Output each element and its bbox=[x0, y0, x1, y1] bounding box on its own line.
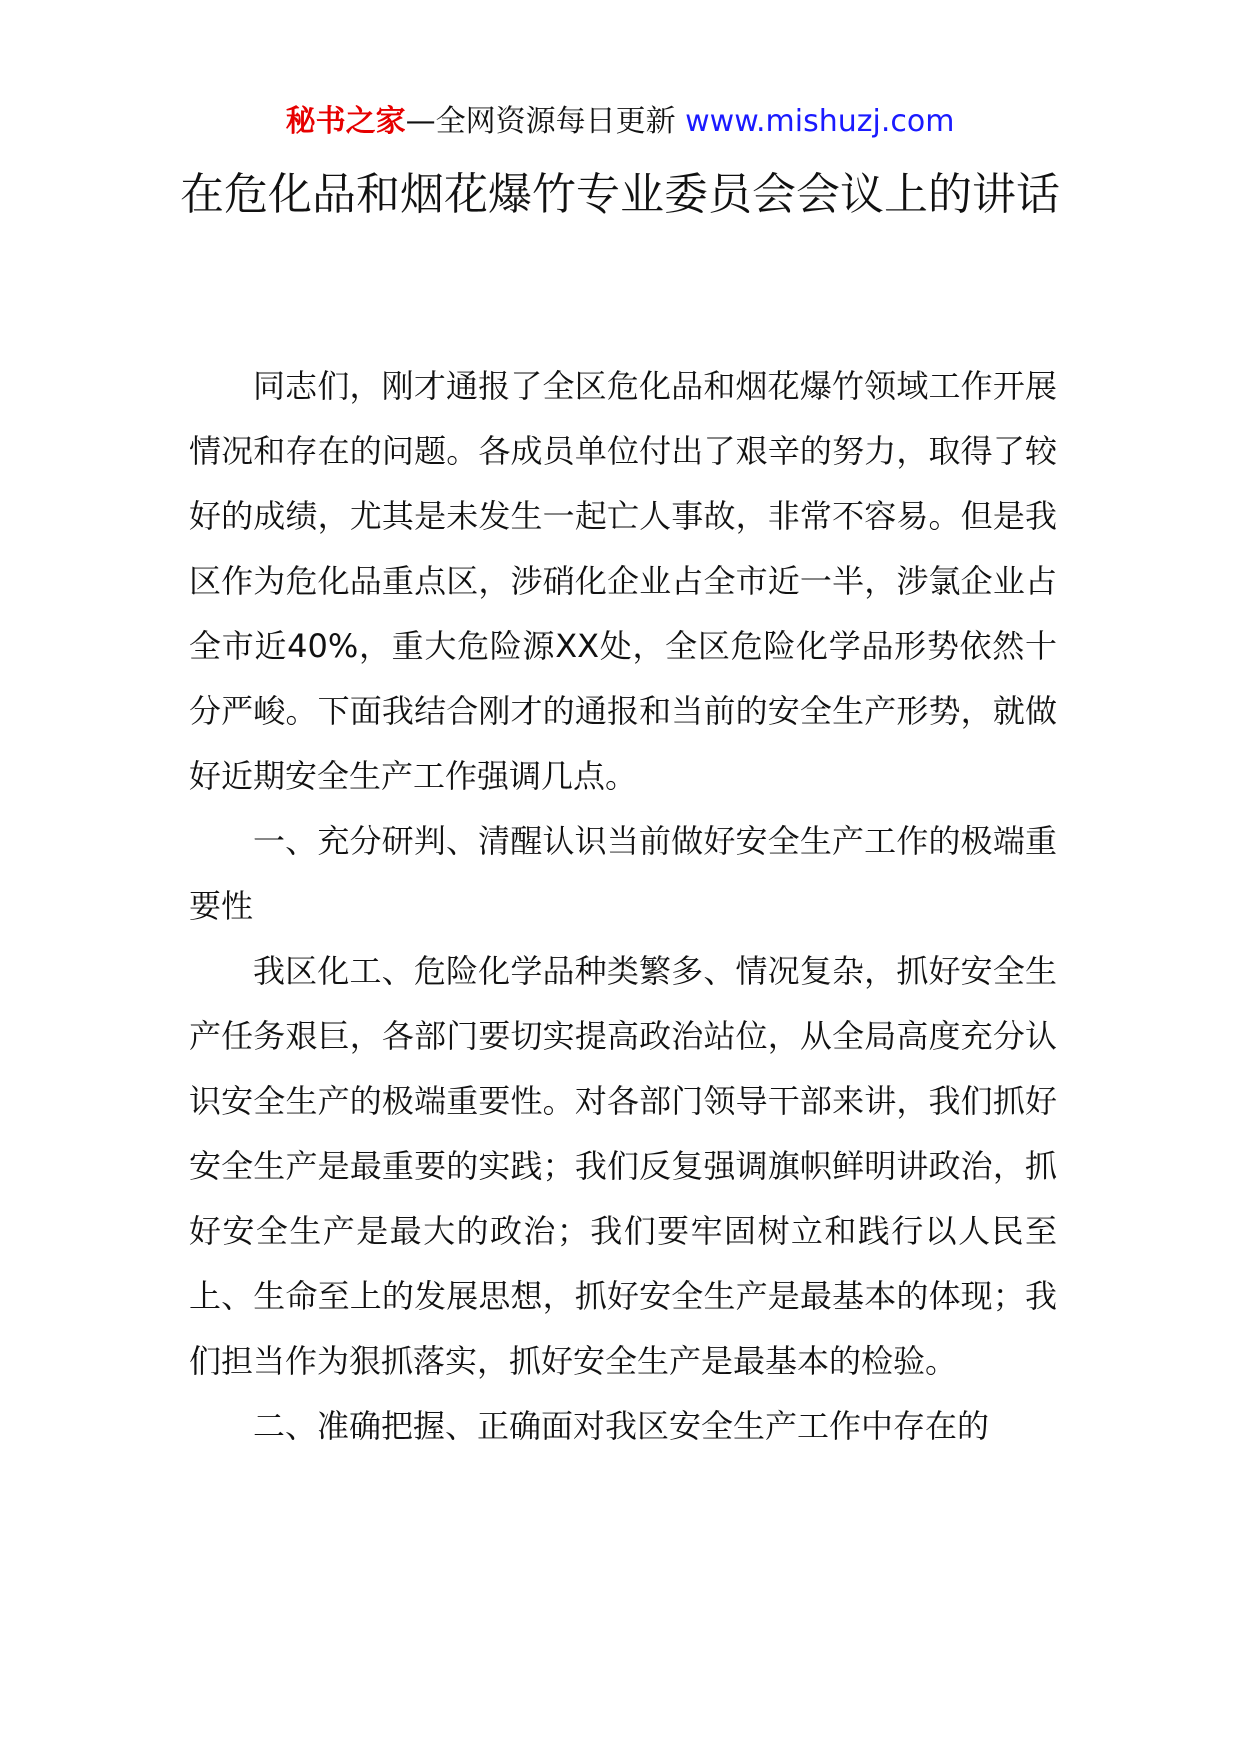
banner-url-link[interactable]: www.mishuzj.com bbox=[685, 104, 955, 139]
document-body bbox=[189, 354, 1057, 1459]
paragraph-section-1: 我区化工、危险化学品种类繁多、情况复杂，抓好安全生产任务艰巨，各部门要切实提高政治站位，从全局高度充分认识安全生产的极端重要性。对各部门领导干部来讲，我们抓好安全生产是最重要的实践；我们反复强调旗帜鲜明讲政治，抓好安全生产是最大的政治；我们要牢固树立和践行以人民至上、生命至上的发展思想，抓好安全生产是最基本的体现；我们担当作为狠抓落实，抓好安全生产是最基本的检验。 bbox=[189, 952, 1057, 1380]
banner-tagline: —全网资源每日更新 bbox=[405, 104, 676, 139]
section-heading-2: 二、准确把握、正确面对我区安全生产工作中存在的 bbox=[253, 1407, 990, 1445]
paragraph-intro: 同志们，刚才通报了全区危化品和烟花爆竹领域工作开展情况和存在的问题。各成员单位付出了艰辛的努力，取得了较好的成绩，尤其是未发生一起亡人事故，非常不容易。但是我区作为危化品重点区，涉硝化企业占全市近一半，涉氯企业占全市近40%，重大危险源XX处，全区危险化学品形势依然十分严峻。下面我结合刚才的通报和当前的安全生产形势，就做好近期安全生产工作强调几点。 bbox=[189, 367, 1057, 795]
banner-brand: 秘书之家 bbox=[285, 104, 406, 139]
document-title: 在危化品和烟花爆竹专业委员会会议上的讲话 bbox=[180, 169, 1060, 220]
site-banner bbox=[0, 102, 1240, 142]
section-heading-1: 一、充分研判、清醒认识当前做好安全生产工作的极端重要性 bbox=[189, 822, 1057, 925]
